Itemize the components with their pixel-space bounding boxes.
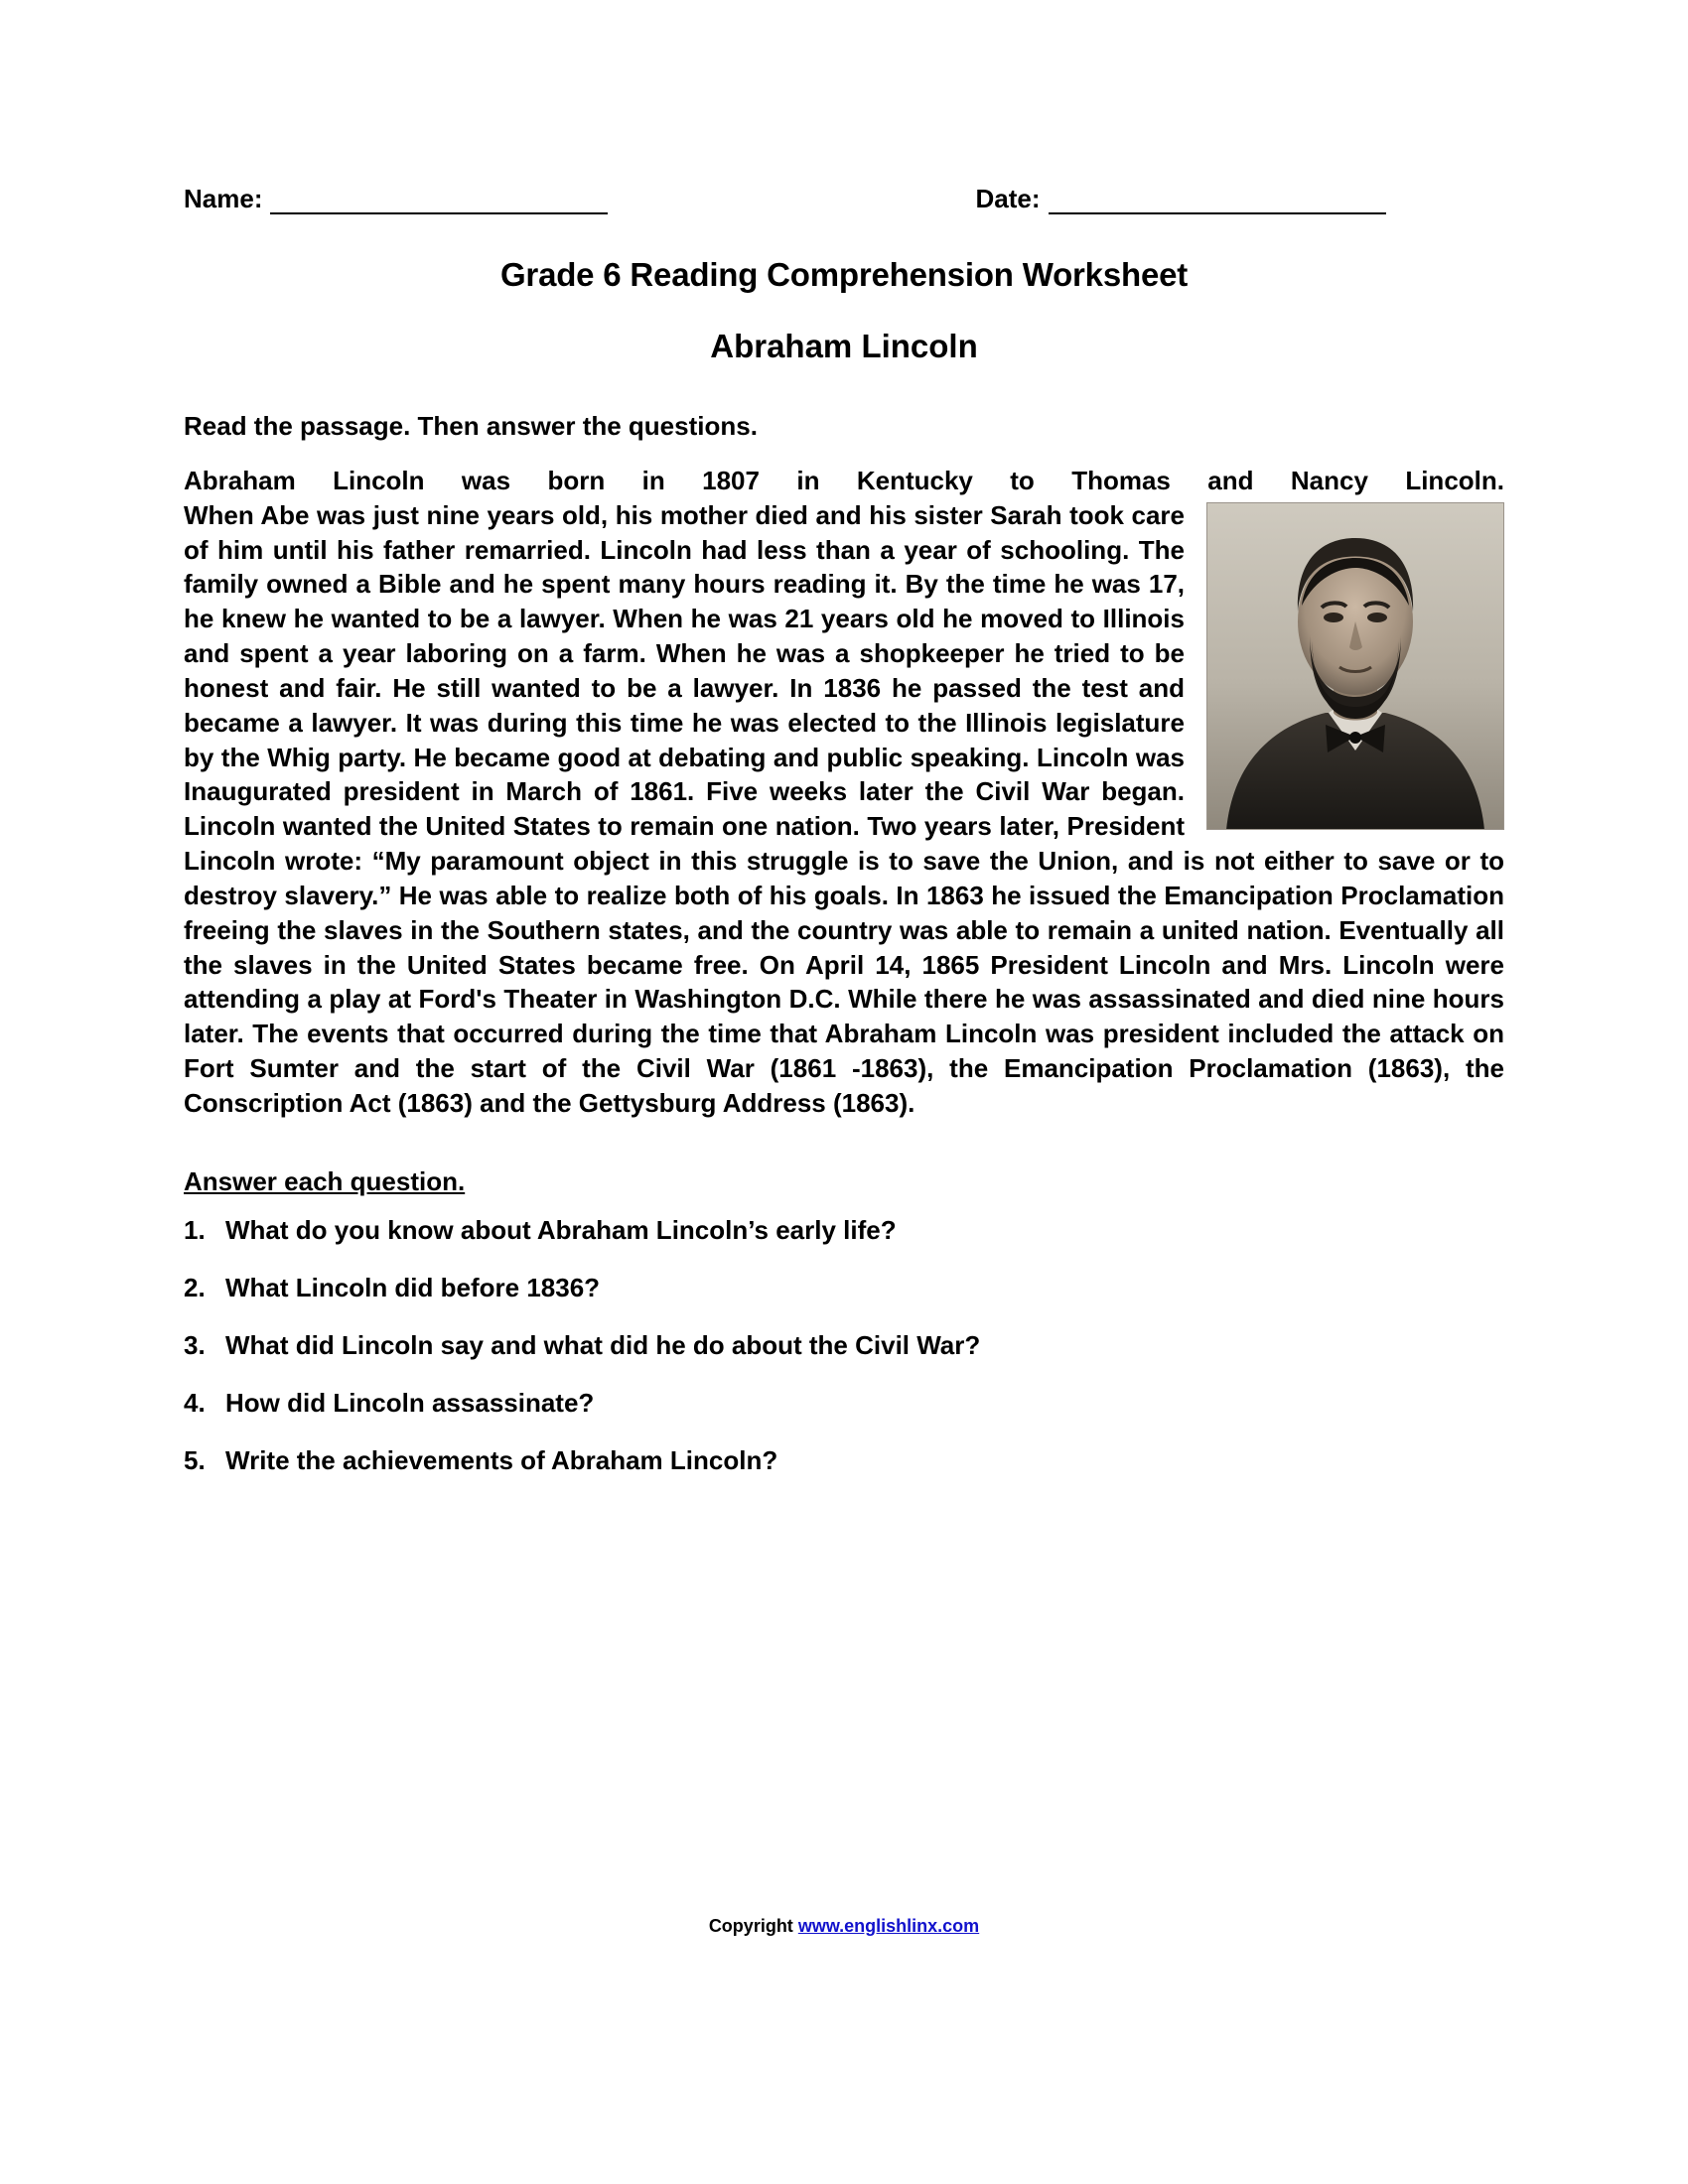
question-number: 1.: [184, 1214, 206, 1245]
questions-list: [184, 1215, 1504, 1476]
question-text: How did Lincoln assassinate?: [225, 1387, 595, 1418]
copyright-label: Copyright: [708, 1916, 798, 1936]
question-text: Write the achievements of Abraham Lincoln?: [225, 1444, 778, 1475]
passage-block: [184, 464, 1504, 1121]
page-title: Grade 6 Reading Comprehension Worksheet: [499, 256, 1189, 293]
portrait-image: [1206, 502, 1504, 830]
name-write-line[interactable]: [270, 191, 608, 214]
passage-body: When Abe was just nine years old, his mother died and his sister Sarah took care of him until his father remarried. Lincoln had less than a year of schooling. The family owned a Bible and he spent many hours reading it. By the time he was 17, he knew he wanted to be a lawyer. When he was 21 years old he moved to Illinois and spent a year laboring on a farm. When he was a shopkeeper he tried to be honest and fair. He still wanted to be a lawyer. In 1836 he passed the test and became a lawyer. It was during this time he was elected to the Illinois legislature by the Whig party. He became good at debating and public speaking. Lincoln was Inaugurated president in March of 1861. Five weeks later the Civil War began. Lincoln wanted the United States to remain one nation. Two years later, President Lincoln wrote: “My paramount object in this struggle is to save the Union, and is not either to save or to destroy slavery.” He was able to realize both of his goals. In 1863 he issued the Emancipation Proclamation freeing the slaves in the Southern states, and the country was able to remain a united nation. Eventually all the slaves in the United States became free. On April 14, 1865 President Lincoln and Mrs. Lincoln were attending a play at Ford's Theater in Washington D.C. While there he was assassinated and died nine hours later. The events that occurred during the time that Abraham Lincoln was president included the attack on Fort Sumter and the start of the Civil War (1861 -1863), the Emancipation Proclamation (1863), the Conscription Act (1863) and the Gettysburg Address (1863).: [184, 499, 1504, 1118]
abraham-lincoln-photo: [1206, 502, 1504, 830]
list-item: [184, 1330, 1504, 1361]
instruction-text: Read the passage. Then answer the questions.: [184, 411, 758, 441]
list-item: [184, 1388, 1504, 1419]
date-write-line[interactable]: [1049, 191, 1386, 214]
passage-title: Abraham Lincoln: [710, 328, 978, 364]
list-item: [184, 1215, 1504, 1246]
englishlinx-link[interactable]: www.englishlinx.com: [797, 1916, 980, 1936]
passage-first-line: Abraham Lincoln was born in 1807 in Kentucky to Thomas and Nancy Lincoln.: [184, 466, 1504, 495]
question-text: What Lincoln did before 1836?: [225, 1272, 601, 1302]
question-number: 3.: [184, 1329, 206, 1360]
questions-heading: Answer each question.: [184, 1165, 466, 1196]
list-item: [184, 1273, 1504, 1303]
date-field[interactable]: [975, 184, 1385, 214]
question-text: What did Lincoln say and what did he do about the Civil War?: [225, 1329, 981, 1360]
name-label: Name:: [184, 184, 263, 213]
question-text: What do you know about Abraham Lincoln’s early life?: [225, 1214, 897, 1245]
question-number: 4.: [184, 1387, 206, 1418]
footer: [0, 1916, 1688, 1937]
question-number: 2.: [184, 1272, 206, 1302]
name-field[interactable]: [184, 184, 608, 214]
list-item: [184, 1445, 1504, 1476]
date-label: Date:: [975, 184, 1041, 213]
header-fields: [184, 184, 1504, 214]
question-number: 5.: [184, 1444, 206, 1475]
